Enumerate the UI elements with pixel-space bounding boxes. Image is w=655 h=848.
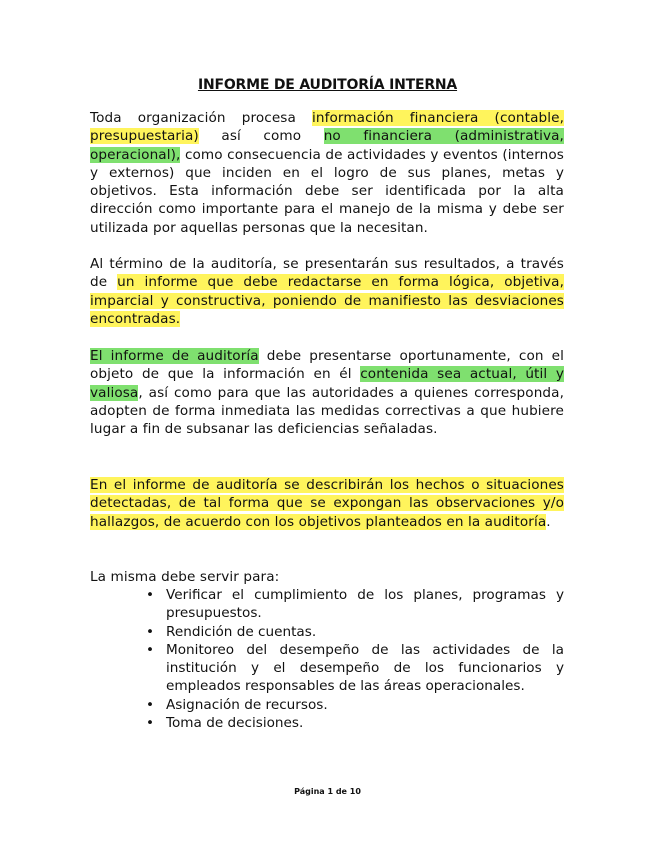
list-item [146, 586, 564, 623]
paragraph-text: así como [198, 128, 324, 145]
paragraph-financial-info [90, 109, 564, 237]
bullet-icon: • [146, 641, 155, 658]
paragraph-text: . [546, 513, 551, 530]
bullet-icon: • [146, 696, 155, 713]
paragraph-text: debe presentarse oportunamente, con el objeto de que la información en él [90, 348, 565, 383]
list-item-text: Asignación de recursos. [166, 696, 328, 713]
list-item [146, 641, 564, 696]
paragraph-audit-results [90, 255, 564, 328]
paragraph-text: Al término de la auditoría, se presentarán sus resultados, a través de [90, 256, 564, 291]
bullet-icon: • [146, 715, 155, 732]
paragraph-audit-report [90, 347, 564, 438]
list-item-text: Rendición de cuentas. [166, 623, 317, 640]
highlight-green: no financiera (administrativa, operacional), [90, 128, 564, 163]
page-number: Página 1 de 10 [294, 787, 361, 796]
list-item-text: Monitoreo del desempeño de las actividades de la institución y el desempeño de los funcionarios y empleados responsables de las áreas operacionales. [166, 641, 564, 695]
purpose-list [146, 586, 564, 732]
highlight-yellow: información financiera (contable, presupuestaria) [90, 110, 564, 145]
bullet-icon: • [146, 623, 155, 640]
bullet-icon: • [146, 587, 155, 603]
highlight-green: contenida sea actual, útil y valiosa [90, 366, 564, 401]
highlight-green: El informe de auditoría [90, 348, 259, 364]
highlight-yellow: En el informe de auditoría se describirán los hechos o situaciones detectadas, de tal forma que se expongan las observaciones y/o hallazgos, de acuerdo con los objetivos planteados en la auditoría [90, 477, 564, 530]
list-item [146, 623, 564, 641]
paragraph-text: como consecuencia de actividades y eventos (internos y externos) que inciden en el logro de sus planes, metas y objetivos. Esta información debe ser identificada por la alta dirección como importante para el manejo de la misma y debe ser utilizada por aquellas personas que la necesitan. [90, 146, 564, 236]
paragraph-text: Toda organización procesa [90, 110, 312, 126]
paragraph-text: , así como para que las autoridades a quienes corresponda, adopten de forma inmediata las medidas correctivas a que hubiere lugar a fin de subsanar las deficiencias señaladas. [90, 384, 564, 438]
highlight-yellow: un informe que debe redactarse en forma lógica, objetiva, imparcial y constructiva, poniendo de manifiesto las desviaciones encontradas. [90, 274, 564, 327]
list-item-text: Verificar el cumplimiento de los planes, programas y presupuestos. [166, 587, 564, 622]
paragraph-report-contents [90, 476, 564, 531]
list-item [146, 696, 564, 714]
list-item [146, 714, 564, 732]
list-item-text: Toma de decisiones. [166, 715, 304, 732]
list-intro: La misma debe servir para: [90, 569, 280, 585]
document-title: INFORME DE AUDITORÍA INTERNA [197, 77, 458, 93]
